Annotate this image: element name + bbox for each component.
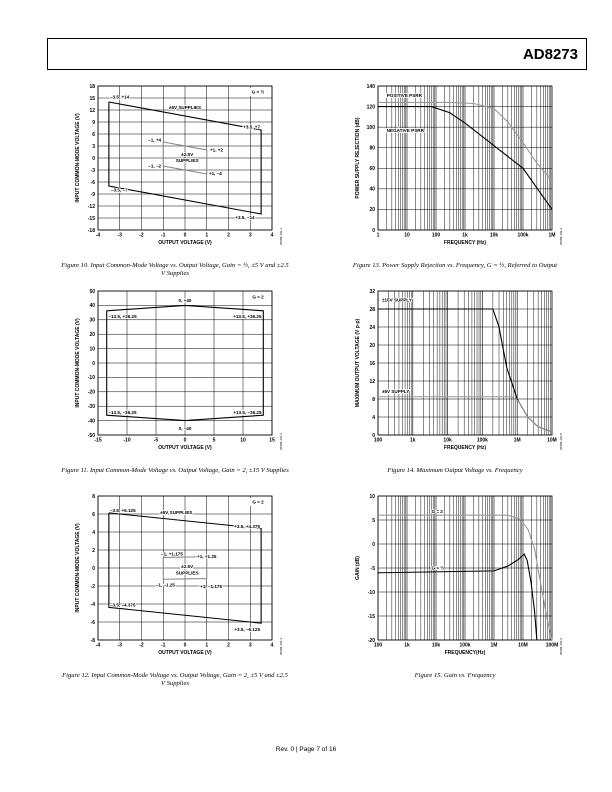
annotation-label: +1, +1.25 — [197, 553, 217, 559]
y-tick-label: -12 — [87, 203, 95, 210]
x-tick-label: 1 — [205, 642, 209, 649]
figure-10-caption: Figure 10. Input Common-Mode Voltage vs. Output Voltage, Gain = ½, ±5 V and ±2.5 V Supplies — [61, 262, 289, 277]
annotation-label: ±2.5V — [181, 152, 194, 157]
x-tick-label: -1 — [161, 232, 166, 239]
figure-code: 06688-103-1 — [279, 228, 283, 246]
annotation-label: ±5V SUPPLIES — [168, 105, 202, 111]
y-axis-label: INPUT COMMON-MODE VOLTAGE (V) — [75, 318, 81, 408]
annotation-label: +1, +2 — [210, 147, 224, 153]
annotation-label: +3.5, +7 — [243, 124, 261, 130]
figure-11 — [60, 285, 290, 460]
x-axis-label: OUTPUT VOLTAGE (V) — [158, 445, 212, 451]
gain-label: G = 2 — [252, 499, 264, 505]
x-tick-label: -4 — [95, 232, 101, 239]
y-tick-label: -20 — [87, 389, 95, 396]
y-tick-label: 140 — [366, 83, 375, 90]
y-tick-label: 6 — [92, 511, 95, 518]
x-tick-label: 1k — [404, 642, 410, 649]
y-axis-label: GAIN (dB) — [355, 556, 361, 580]
y-tick-label: -8 — [90, 637, 95, 644]
y-axis-label: INPUT COMMON-MODE VOLTAGE (V) — [75, 523, 81, 613]
annotation-label: –1, +1.175 — [161, 551, 183, 557]
x-tick-label: -1 — [161, 642, 166, 649]
figure-10 — [60, 80, 290, 255]
annotation-label: +3.5, –14 — [235, 214, 255, 220]
y-tick-label: -10 — [367, 589, 375, 596]
x-tick-label: 1M — [513, 437, 521, 444]
annotation-label: ±15V SUPPLY — [381, 297, 412, 303]
x-tick-label: 3 — [248, 232, 252, 239]
y-axis-label: MAXIMUM OUTPUT VOLTAGE (V p-p) — [355, 318, 361, 408]
annotation-label: +13.5, +36.25 — [233, 313, 262, 319]
chart-fig10 — [60, 80, 290, 255]
y-axis-label: INPUT COMMON-MODE VOLTAGE (V) — [75, 113, 81, 203]
y-tick-label: 9 — [92, 119, 95, 126]
annotation-label: SUPPLIES — [175, 570, 199, 576]
x-tick-label: 0 — [183, 437, 187, 444]
y-tick-label: 0 — [372, 541, 375, 548]
figure-12 — [60, 490, 290, 665]
x-tick-label: 0 — [183, 232, 187, 239]
chart-fig14 — [340, 285, 570, 460]
x-tick-label: 10M — [547, 437, 557, 444]
annotation-label: POSITIVE PSRR — [386, 92, 422, 98]
annotation-label: +3.5, +4.375 — [234, 523, 261, 529]
series-line-1 — [378, 554, 537, 640]
annotation-label: –3.5, +6.125 — [109, 508, 136, 513]
y-tick-label: 24 — [369, 324, 375, 331]
x-axis-label: OUTPUT VOLTAGE (V) — [158, 240, 212, 246]
page-footer: Rev. 0 | Page 7 of 16 — [275, 746, 337, 753]
grid — [378, 86, 552, 230]
y-tick-label: 12 — [369, 378, 375, 385]
y-tick-label: 20 — [89, 332, 95, 338]
grid — [378, 496, 552, 640]
y-tick-label: 0 — [92, 565, 95, 572]
x-tick-label: 10k — [489, 232, 499, 239]
figure-14-caption: Figure 14. Maximum Output Voltage vs. Frequency — [387, 467, 523, 474]
y-tick-label: 0 — [372, 432, 375, 439]
annotation-label: –3.5, –4.375 — [109, 602, 136, 608]
annotation-label: +1, –4 — [208, 170, 222, 176]
y-tick-label: 12 — [89, 107, 95, 114]
x-tick-label: 10 — [404, 232, 410, 239]
x-tick-label: -4 — [95, 642, 101, 649]
y-tick-label: -20 — [367, 637, 375, 644]
figure-15 — [340, 490, 570, 665]
annotation-label: +13.5, –36.25 — [233, 409, 262, 415]
x-tick-label: -5 — [153, 437, 159, 444]
series-line-1 — [378, 397, 552, 432]
figure-code: 06688-103-5 — [559, 433, 563, 451]
x-tick-label: 1 — [205, 232, 209, 239]
annotation-label: –13.5, –36.25 — [108, 409, 137, 415]
figure-11-caption: Figure 11. Input Common-Mode Voltage vs. Output Voltage, Gain = 2, ±15 V Supplies — [61, 467, 289, 474]
y-tick-label: -2 — [90, 583, 95, 590]
y-tick-label: 15 — [89, 95, 95, 102]
y-tick-label: 18 — [89, 83, 95, 90]
gain-label: G = 2 — [252, 294, 264, 300]
figure-13 — [340, 80, 570, 255]
x-tick-label: 10 — [240, 437, 246, 444]
page-header — [47, 38, 587, 70]
y-tick-label: 30 — [89, 317, 95, 324]
y-tick-label: 2 — [92, 547, 95, 554]
annotation-label: –1, –2 — [148, 163, 162, 169]
x-tick-label: -10 — [123, 437, 131, 444]
y-tick-label: -15 — [87, 215, 95, 222]
annotation-label: +1, –1.175 — [200, 584, 223, 590]
y-tick-label: -6 — [90, 179, 95, 186]
y-tick-label: 4 — [92, 529, 95, 536]
figure-12-caption: Figure 12. Input Common-Mode Voltage vs. Output Voltage, Gain = 2, ±5 V and ±2.5 V Supplies — [62, 672, 288, 687]
y-tick-label: 10 — [89, 346, 95, 353]
x-tick-label: 100k — [517, 232, 529, 239]
y-tick-label: -30 — [87, 404, 95, 410]
figure-code: 06688-103-4 — [559, 228, 563, 246]
x-tick-label: 15 — [269, 437, 275, 444]
figure-13-caption: Figure 13. Power Supply Rejection vs. Frequency, G = ½, Referred to Output — [352, 262, 558, 269]
y-tick-label: 20 — [369, 207, 375, 214]
x-tick-label: 100k — [476, 437, 488, 444]
y-tick-label: -15 — [367, 613, 375, 620]
chart-fig13 — [340, 80, 570, 255]
x-axis-label: OUTPUT VOLTAGE (V) — [158, 650, 212, 656]
x-tick-label: 100M — [545, 642, 559, 649]
y-tick-label: 60 — [369, 166, 375, 173]
y-tick-label: -40 — [87, 418, 95, 425]
y-tick-label: -6 — [90, 619, 95, 626]
x-tick-label: 100k — [459, 642, 471, 649]
chart-fig12 — [60, 490, 290, 665]
x-tick-label: 1 — [376, 232, 380, 239]
y-tick-label: 5 — [372, 517, 375, 524]
chart-fig11 — [60, 285, 290, 460]
y-tick-label: 8 — [92, 493, 95, 500]
x-tick-label: 10k — [443, 437, 452, 444]
gain-label: G = ½ — [251, 89, 265, 95]
x-tick-label: 10k — [431, 642, 441, 649]
x-tick-label: 100 — [373, 437, 383, 444]
annotation-label: –1, +4 — [148, 137, 162, 143]
y-tick-label: 4 — [372, 414, 375, 421]
x-tick-label: -2 — [139, 232, 144, 239]
y-tick-label: 8 — [372, 396, 375, 403]
x-tick-label: -3 — [117, 232, 122, 239]
x-tick-label: 1M — [548, 232, 556, 239]
annotation-label: 0, –40 — [178, 426, 192, 432]
y-tick-label: -9 — [90, 191, 95, 198]
y-tick-label: 0 — [92, 360, 95, 367]
y-tick-label: 16 — [369, 360, 375, 367]
annotation-label: SUPPLIES — [175, 158, 199, 163]
y-tick-label: 20 — [369, 342, 375, 349]
annotation-label: ±5V SUPPLIES — [160, 509, 193, 515]
figure-14 — [340, 285, 570, 460]
x-tick-label: 4 — [270, 642, 274, 649]
figure-15-caption: Figure 15. Gain vs. Frequency — [414, 672, 496, 679]
y-tick-label: 6 — [92, 131, 95, 138]
annotation-label: G = ½ — [431, 565, 445, 571]
y-axis-label: POWER SUPPLY REJECTION (dB) — [355, 117, 361, 199]
y-tick-label: 40 — [369, 186, 375, 193]
annotation-label: ±2.5V — [181, 563, 194, 569]
annotation-label: ±5V SUPPLY — [381, 388, 410, 394]
annotation-label: –3.5, –7 — [111, 187, 128, 193]
x-tick-label: 2 — [227, 642, 230, 649]
annotation-label: +3.5, –6.125 — [234, 626, 261, 632]
y-tick-label: 32 — [369, 288, 375, 295]
annotation-label: –1, –1.25 — [155, 582, 176, 588]
x-tick-label: 4 — [270, 232, 274, 239]
x-tick-label: 2 — [227, 232, 230, 239]
y-tick-label: -5 — [370, 565, 375, 572]
x-tick-label: 1k — [462, 232, 468, 239]
x-tick-label: -15 — [94, 437, 102, 444]
y-tick-label: 100 — [366, 124, 375, 131]
chart-fig15 — [340, 490, 570, 665]
annotation-label: –13.5, +36.25 — [108, 313, 137, 319]
y-tick-label: 120 — [366, 104, 375, 111]
part-number: AD8273 — [522, 46, 578, 63]
figure-code: 06688-103-6 — [559, 638, 563, 656]
x-tick-label: 100 — [431, 232, 441, 239]
x-tick-label: -3 — [117, 642, 122, 649]
y-tick-label: 40 — [89, 303, 95, 310]
x-tick-label: 1k — [410, 437, 416, 444]
annotation-label: 0, +40 — [178, 297, 192, 303]
x-tick-label: 0 — [183, 642, 187, 649]
annotation-label: NEGATIVE PSRR — [386, 127, 424, 133]
y-tick-label: 0 — [92, 155, 95, 162]
y-tick-label: 10 — [369, 493, 375, 500]
y-tick-label: 0 — [372, 227, 375, 234]
figure-code: 06688-103-3 — [279, 638, 283, 656]
y-tick-label: 80 — [369, 145, 375, 152]
figure-code: 06688-103-2 — [279, 433, 283, 451]
x-tick-label: 3 — [248, 642, 252, 649]
y-tick-label: 50 — [89, 288, 95, 295]
x-axis-label: FREQUENCY (Hz) — [443, 445, 487, 451]
y-tick-label: -4 — [90, 601, 95, 608]
annotation-label: –3.5, +14 — [109, 94, 130, 100]
y-tick-label: -10 — [87, 375, 95, 382]
y-tick-label: -3 — [90, 167, 95, 174]
x-tick-label: 1M — [490, 642, 498, 649]
x-tick-label: 100 — [373, 642, 383, 649]
x-tick-label: 10M — [518, 642, 528, 649]
x-axis-label: FREQUENCY(Hz) — [444, 650, 486, 656]
annotation-label: G = 2 — [431, 508, 443, 514]
y-tick-label: 3 — [92, 143, 95, 150]
y-tick-label: -50 — [87, 432, 95, 439]
x-axis-label: FREQUENCY (Hz) — [443, 240, 487, 246]
y-tick-label: 28 — [369, 306, 375, 313]
y-tick-label: -18 — [87, 227, 95, 234]
x-tick-label: 5 — [212, 437, 216, 444]
x-tick-label: -2 — [139, 642, 144, 649]
